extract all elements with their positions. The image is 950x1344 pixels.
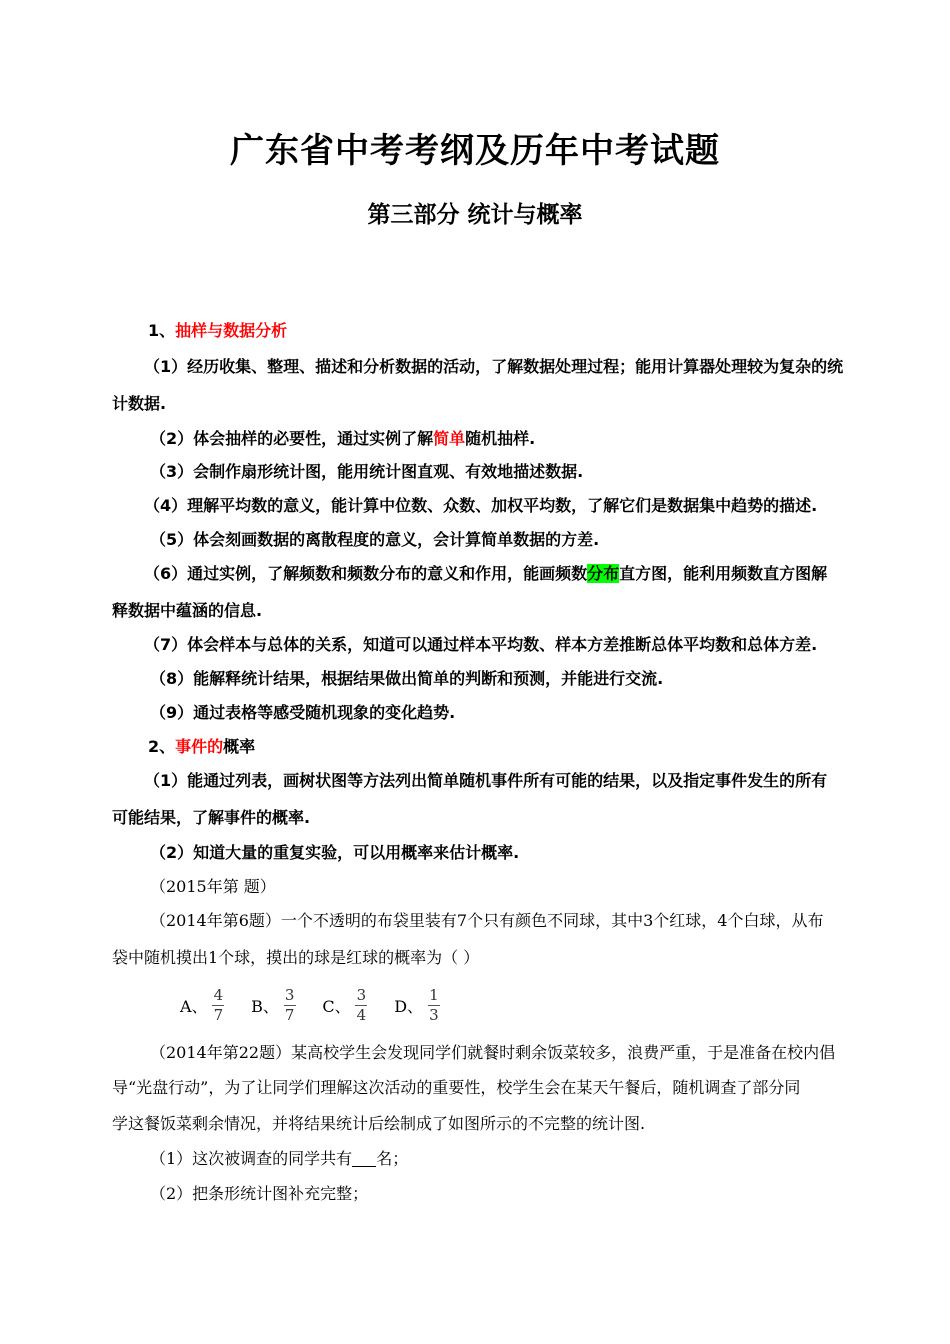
choice-d-fraction [427, 986, 441, 1025]
section-1-heading [112, 320, 878, 342]
s1-item-6-pre: （6）通过实例，了解频数和频数分布的意义和作用，能画频数 [144, 564, 588, 583]
page-subtitle: 第三部分 统计与概率 [367, 202, 583, 228]
s1-item-6-post: 直方图，能利用频数直方图解 [619, 564, 828, 583]
section-1-title: 抽样与数据分析 [175, 321, 288, 340]
choice-a-label: A、 [180, 996, 208, 1016]
section-1-number: 1、 [148, 321, 176, 340]
s1-item-5: （5）体会刻画数据的离散程度的意义，会计算简单数据的方差. [150, 530, 600, 549]
s1-item-6-line-1 [112, 563, 874, 585]
choice-c-fraction [355, 986, 369, 1025]
s1-item-6-highlight: 分布 [587, 564, 620, 583]
section-2-number: 2、 [148, 737, 176, 756]
s1-item-2-post: 随机抽样. [465, 429, 536, 448]
choice-d-label: D、 [394, 996, 424, 1016]
answer-blank[interactable] [352, 1150, 376, 1167]
question-2014-22-line-1: （2014年第22题）某高校学生会发现同学们就餐时剩余饭菜较多，浪费严重，于是准备在校内倡 [150, 1043, 836, 1062]
question-2014-6-line-2: 袋中随机摸出1个球，摸出的球是红球的概率为（ ） [112, 948, 480, 967]
s2-item-1-line-1: （1）能通过列表，画树状图等方法列出简单随机事件所有可能的结果，以及指定事件发生的所有 [144, 771, 828, 790]
s1-item-3: （3）会制作扇形统计图，能用统计图直观、有效地描述数据. [150, 462, 584, 481]
section-2-title-red: 事件的 [175, 737, 224, 756]
s1-item-8: （8）能解释统计结果，根据结果做出简单的判断和预测，并能进行交流. [150, 669, 664, 688]
question-2014-22-line-2: 导“光盘行动”，为了让同学们理解这次活动的重要性，校学生会在某天午餐后，随机调查了部分同 [112, 1078, 801, 1097]
s1-item-7: （7）体会样本与总体的关系，知道可以通过样本平均数、样本方差推断总体平均数和总体方差. [144, 635, 818, 654]
s1-item-1-line-2: 计数据. [112, 394, 167, 413]
choice-c [322, 986, 368, 1025]
question-2014-22-line-3: 学这餐饭菜剩余情况，并将结果统计后绘制成了如图所示的不完整的统计图. [112, 1114, 646, 1133]
choice-a-numerator: 4 [213, 985, 224, 1004]
question-2014-6-line-1: （2014年第6题）一个不透明的布袋里装有7个只有颜色不同球，其中3个红球，4个白球，从布 [150, 911, 824, 930]
s1-item-2-red: 简单 [433, 429, 466, 448]
question-2015: （2015年第 题） [150, 877, 276, 896]
choice-b-fraction [283, 986, 297, 1025]
s1-item-4: （4）理解平均数的意义，能计算中位数、众数、加权平均数，了解它们是数据集中趋势的描述. [144, 496, 818, 515]
page-title: 广东省中考考纲及历年中考试题 [230, 131, 720, 171]
sub-1-suffix: 名； [376, 1149, 409, 1168]
question-2014-22-sub-1 [112, 1148, 880, 1170]
choice-a [180, 986, 225, 1025]
s2-item-1-line-2: 可能结果，了解事件的概率. [112, 808, 311, 827]
choice-a-fraction [212, 986, 226, 1025]
section-2-title-rest: 概率 [223, 737, 256, 756]
s1-item-9: （9）通过表格等感受随机现象的变化趋势. [150, 703, 456, 722]
choice-b [251, 986, 296, 1025]
choice-b-numerator: 3 [284, 985, 295, 1004]
choice-b-denominator: 7 [284, 1005, 295, 1024]
sub-1-text: （1）这次被调查的同学共有 [150, 1149, 353, 1168]
choice-d-denominator: 3 [429, 1005, 439, 1024]
question-2014-22-sub-2: （2）把条形统计图补充完整； [150, 1184, 369, 1203]
s1-item-2-pre: （2）体会抽样的必要性，通过实例了解 [150, 429, 434, 448]
section-2-heading [112, 736, 878, 758]
answer-choices [180, 982, 467, 1028]
s2-item-2: （2）知道大量的重复实验，可以用概率来估计概率. [150, 843, 520, 862]
s1-item-1-line-1: （1）经历收集、整理、描述和分析数据的活动，了解数据处理过程；能用计算器处理较为复杂的统 [144, 357, 844, 376]
s1-item-6-line-2: 释数据中蕴涵的信息. [112, 601, 263, 620]
choice-c-label: C、 [322, 996, 351, 1016]
choice-c-denominator: 4 [356, 1005, 367, 1024]
choice-a-denominator: 7 [213, 1005, 224, 1024]
s1-item-2 [112, 428, 880, 450]
choice-c-numerator: 3 [356, 985, 367, 1004]
choice-d-numerator: 1 [429, 985, 439, 1004]
choice-d [394, 986, 440, 1025]
choice-b-label: B、 [251, 996, 279, 1016]
